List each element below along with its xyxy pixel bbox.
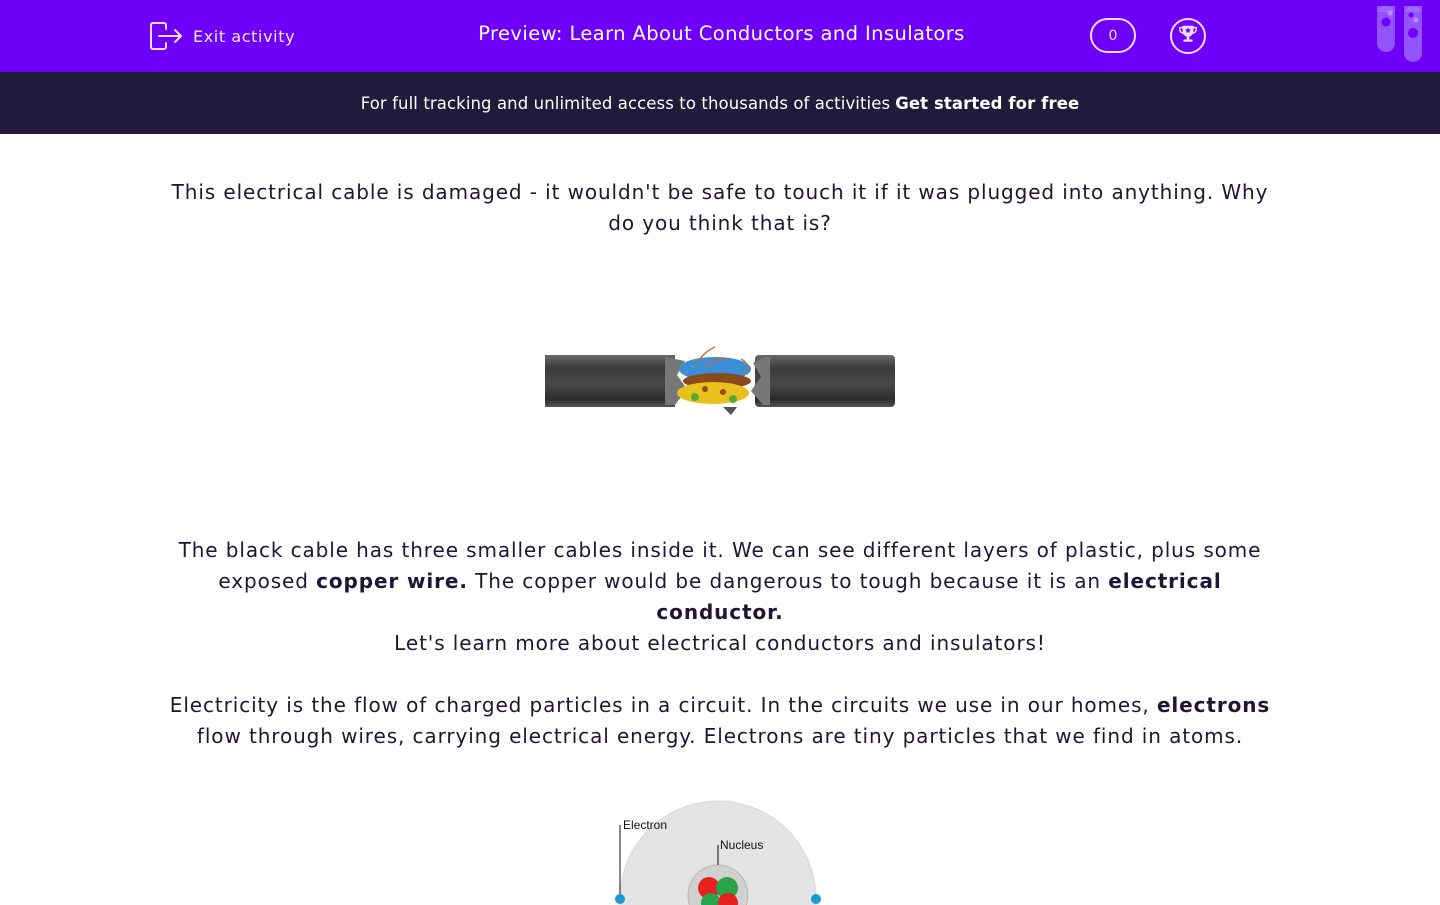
electrons-term: electrons [1156, 693, 1271, 717]
text-span: flow through wires, carrying electrical energy. Electrons are tiny particles that we find in atoms. [196, 724, 1244, 748]
copper-wire-term: copper wire. [316, 569, 468, 593]
top-bar [0, 0, 1440, 72]
page-title-text: Preview: Learn About Conductors and Insulators [478, 22, 965, 45]
cable-explanation [160, 535, 1280, 628]
intro-text: Let's learn more about electrical conductors and insulators! [394, 631, 1046, 655]
atom-diagram [610, 795, 830, 905]
trophy-icon [1177, 23, 1199, 49]
promo-text: For full tracking and unlimited access to thousands of activities [360, 93, 891, 113]
question-text: This electrical cable is damaged - it wouldn't be safe to touch it if it was plugged into anything. Why do you think that is? [171, 180, 1269, 235]
score-value: 0 [1108, 27, 1118, 44]
damaged-cable-image [545, 345, 895, 417]
electron-label: Electron [623, 818, 668, 832]
trophy-button[interactable] [1170, 18, 1206, 54]
page-title [0, 22, 1440, 45]
text-span: Electricity is the flow of charged particles in a circuit. In the circuits we use in our homes, [169, 693, 1157, 717]
electrical-conductor-term: electrical conductor. [656, 569, 1222, 624]
score-counter[interactable] [1090, 18, 1136, 53]
promo-banner [0, 72, 1440, 134]
electricity-explanation [160, 690, 1280, 752]
nucleus-label: Nucleus [720, 838, 764, 852]
get-started-link[interactable]: Get started for free [895, 93, 1080, 113]
test-tubes-logo-icon [1376, 6, 1424, 64]
text-span: The black cable has three smaller cables inside it. We can see different layers of plastic, plus some exposed [178, 538, 1262, 593]
text-span: The copper would be dangerous to tough because it is an [467, 569, 1109, 593]
exit-activity-label: Exit activity [193, 26, 296, 46]
